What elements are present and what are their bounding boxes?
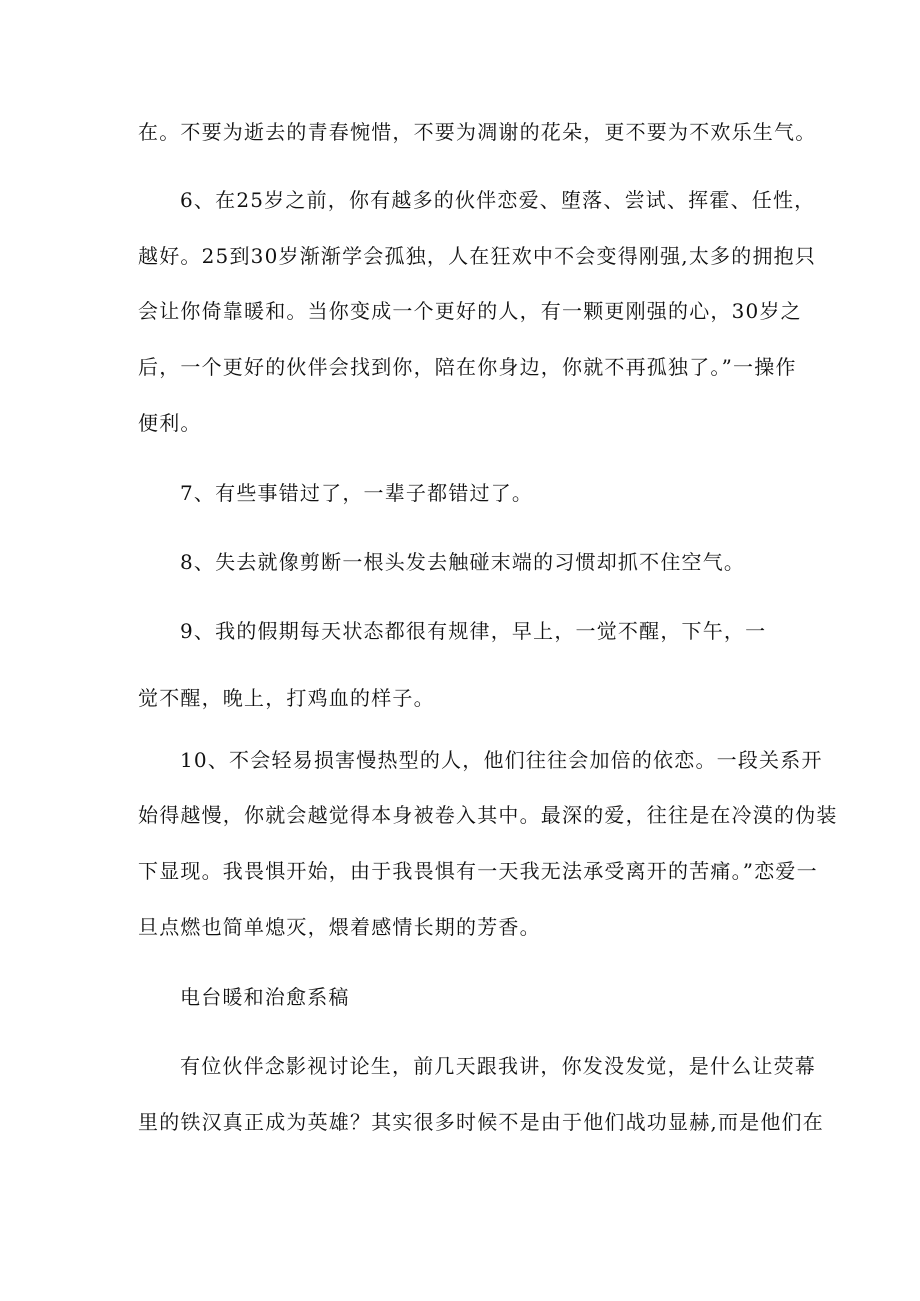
text-line: 便利。 — [138, 411, 202, 435]
text-line: 7、有些事错过了，一辈子都错过了。 — [180, 481, 534, 505]
text-line: 会让你倚靠暖和。当你变成一个更好的人，有一颗更刚强的心，30岁之 — [138, 299, 802, 323]
text-line: 觉不醒，晚上，打鸡血的样子。 — [138, 686, 435, 710]
text-line: 里的铁汉真正成为英雄？其实很多时候不是由于他们战功显赫,而是他们在 — [138, 1110, 824, 1134]
text-line: 下显现。我畏惧开始，由于我畏惧有一天我无法承受离开的苦痛。”恋爱一 — [138, 859, 818, 883]
text-line: 10、不会轻易损害慢热型的人，他们往往会加倍的依恋。一段关系开 — [180, 748, 823, 772]
text-line: 始得越慢，你就会越觉得本身被卷入其中。最深的爱，往往是在冷漠的伪装 — [138, 803, 838, 827]
text-line: 旦点燃也简单熄灭，煨着感情长期的芳香。 — [138, 915, 541, 939]
text-line: 6、在25岁之前，你有越多的伙伴恋爱、堕落、尝试、挥霍、任性， — [180, 188, 816, 212]
text-line: 9、我的假期每天状态都很有规律，早上，一觉不醒，下午，一 — [180, 619, 767, 643]
text-line: 越好。25到30岁渐渐学会孤独，人在狂欢中不会变得刚强,太多的拥抱只 — [138, 244, 817, 268]
text-line: 8、失去就像剪断一根头发去触碰末端的习惯却抓不住空气。 — [180, 550, 746, 574]
text-line: 有位伙伴念影视讨论生，前几天跟我讲，你发没发觉，是什么让荧幕 — [180, 1054, 816, 1078]
section-heading: 电台暖和治愈系稿 — [180, 985, 350, 1009]
text-line: 在。不要为逝去的青春惋惜，不要为凋谢的花朵，更不要为不欢乐生气。 — [138, 120, 817, 144]
text-line: 后，一个更好的伙伴会找到你，陪在你身边，你就不再孤独了。”一操作 — [138, 355, 797, 379]
